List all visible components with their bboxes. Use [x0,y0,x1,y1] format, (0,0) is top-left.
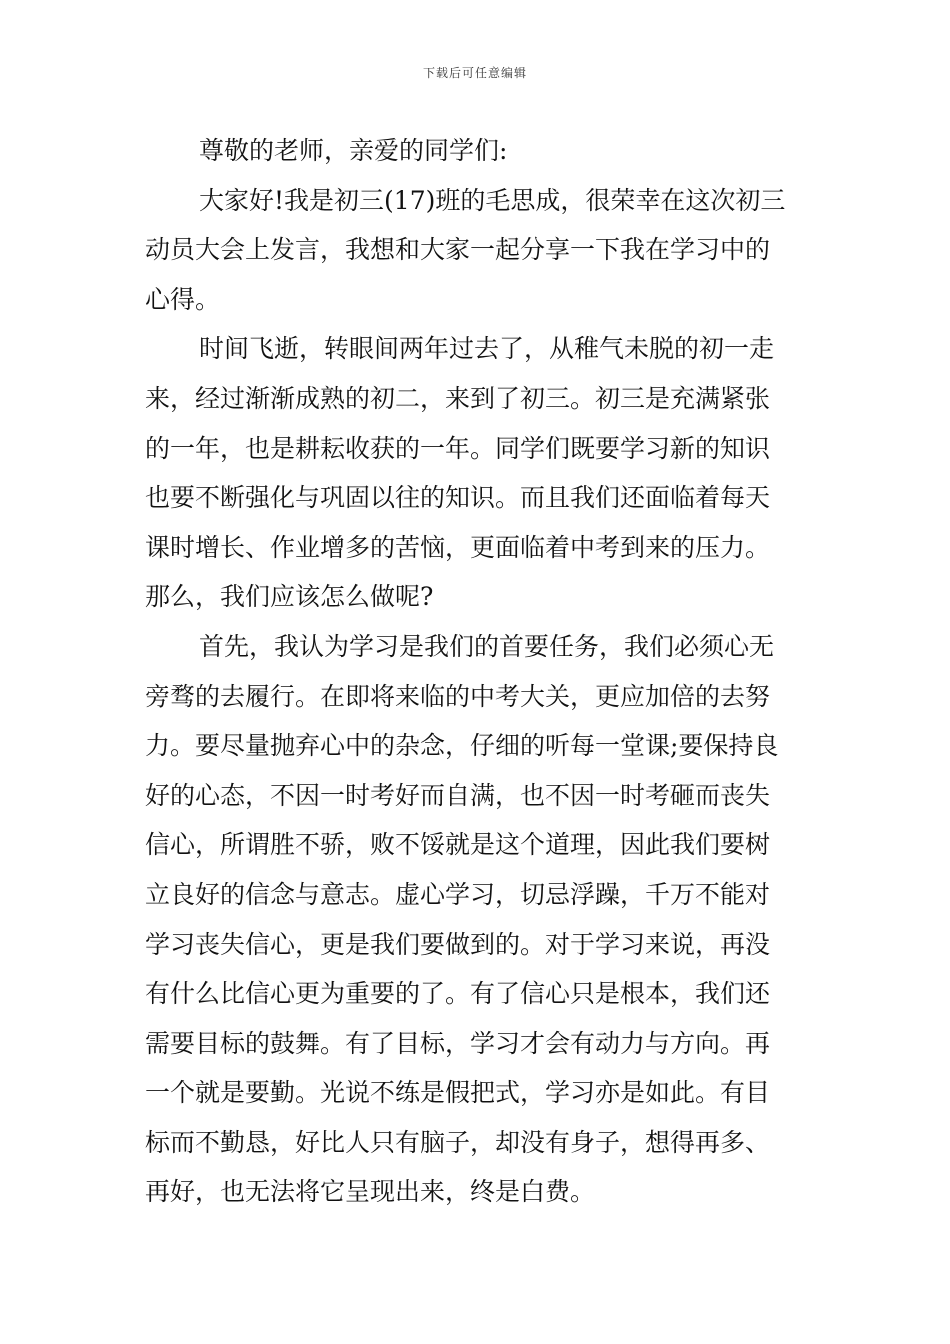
text-line: 需要目标的鼓舞。有了目标，学习才会有动力与方向。再 [145,1028,771,1058]
text-line: 动员大会上发言，我想和大家一起分享一下我在学习中的 [145,235,771,265]
text-line: 好的心态，不因一时考好而自满，也不因一时考砸而丧失 [145,780,771,810]
document-body [145,126,810,1217]
text-line: 课时增长、作业增多的苦恼，更面临着中考到来的压力。 [145,532,771,562]
text-line: 力。要尽量抛弃心中的杂念，仔细的听每一堂课;要保持良 [145,731,779,761]
text-line: 大家好!我是初三(17)班的毛思成，很荣幸在这次初三 [199,185,786,215]
text-line: 来，经过渐渐成熟的初二，来到了初三。初三是充满紧张 [145,383,771,413]
text-line: 立良好的信念与意志。虚心学习，切忌浮躁，千万不能对 [145,879,771,909]
text-line: 首先，我认为学习是我们的首要任务，我们必须心无 [199,631,775,661]
text-line: 旁骛的去履行。在即将来临的中考大关，更应加倍的去努 [145,681,771,711]
text-line: 再好，也无法将它呈现出来，终是白费。 [145,1177,596,1207]
text-line: 标而不勤恳，好比人只有脑子，却没有身子，想得再多、 [145,1127,771,1157]
text-line: 学习丧失信心，更是我们要做到的。对于学习来说，再没 [145,929,771,959]
text-line: 那么，我们应该怎么做呢? [145,582,434,612]
text-line: 心得。 [145,284,221,314]
text-line: 的一年，也是耕耘收获的一年。同学们既要学习新的知识 [145,433,771,463]
page-header: 下载后可任意编辑 [422,66,527,80]
text-line: 也要不断强化与巩固以往的知识。而且我们还面临着每天 [145,483,771,513]
text-line: 一个就是要勤。光说不练是假把式，学习亦是如此。有目 [145,1078,771,1108]
text-line: 尊敬的老师，亲爱的同学们: [199,136,508,165]
text-line: 信心，所谓胜不骄，败不馁就是这个道理，因此我们要树 [145,830,771,860]
text-line: 有什么比信心更为重要的了。有了信心只是根本，我们还 [145,979,771,1009]
text-line: 时间飞逝，转眼间两年过去了，从稚气未脱的初一走 [199,334,775,364]
